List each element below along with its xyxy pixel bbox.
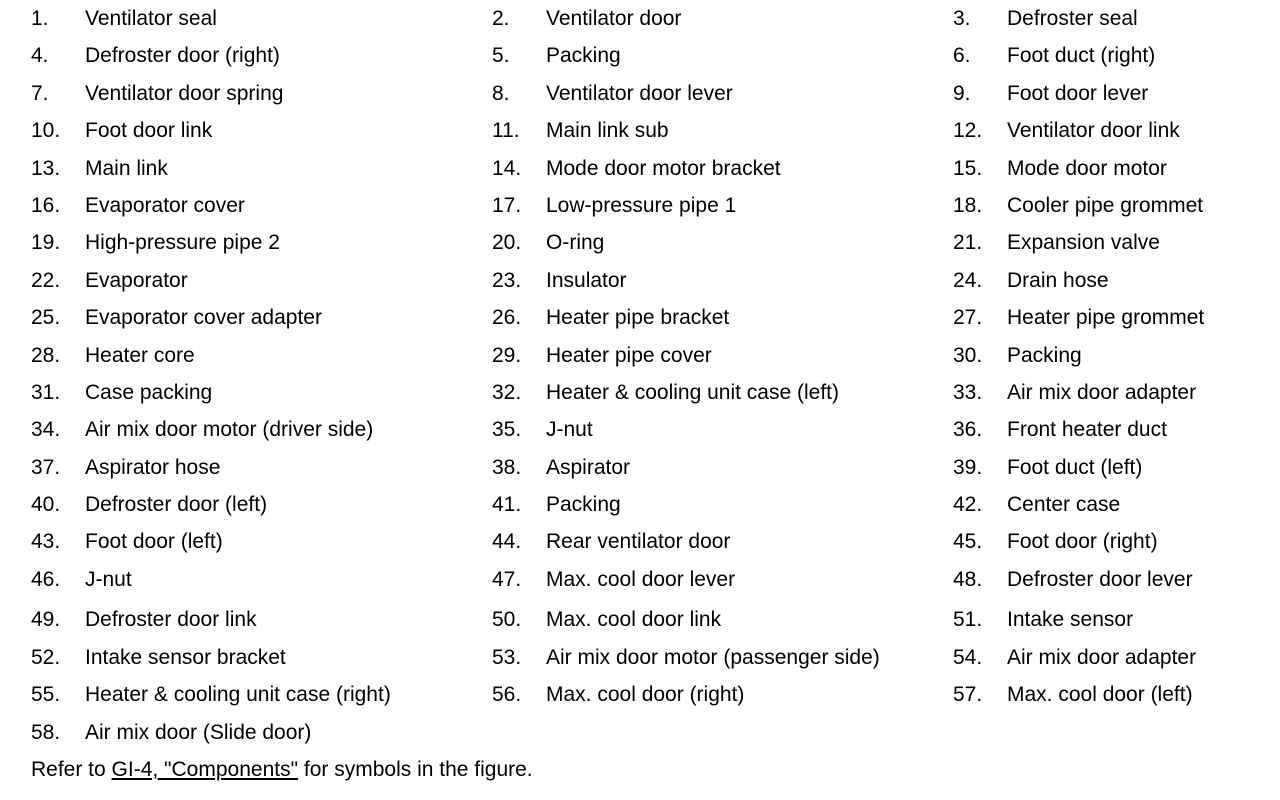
part-number: 10. <box>31 119 61 143</box>
parts-row <box>31 37 1271 74</box>
part-name: Center case <box>1007 493 1121 517</box>
part-name: Air mix door motor (passenger side) <box>546 645 880 669</box>
part-name: Foot door link <box>85 119 213 143</box>
part-name: Heater & cooling unit case (right) <box>85 683 391 707</box>
part-name: Main link <box>85 156 168 180</box>
parts-row <box>31 187 1271 224</box>
part-number: 12. <box>953 119 983 143</box>
part-name: Low-pressure pipe 1 <box>546 193 737 217</box>
part-name: Evaporator <box>85 268 188 292</box>
part-name: Max. cool door link <box>546 608 722 632</box>
part-number: 47. <box>492 567 522 591</box>
footer-prefix: Refer to <box>31 758 112 781</box>
part-name: Packing <box>546 44 621 68</box>
part-number: 41. <box>492 493 522 517</box>
part-number: 31. <box>31 380 61 404</box>
part-number: 5. <box>492 44 510 68</box>
part-number: 57. <box>953 683 983 707</box>
part-number: 11. <box>492 119 520 143</box>
parts-row <box>31 561 1271 602</box>
part-name: Heater pipe grommet <box>1007 306 1205 330</box>
part-number: 30. <box>953 343 983 367</box>
parts-row <box>31 337 1271 374</box>
part-name: Insulator <box>546 268 627 292</box>
parts-row <box>31 75 1271 112</box>
part-number: 51. <box>953 608 983 632</box>
part-number: 22. <box>31 268 61 292</box>
part-number: 15. <box>953 156 983 180</box>
parts-row <box>31 601 1271 638</box>
part-number: 56. <box>492 683 522 707</box>
part-number: 39. <box>953 455 983 479</box>
parts-row <box>31 411 1271 448</box>
footer-note <box>31 753 533 787</box>
part-name: Intake sensor <box>1007 608 1134 632</box>
part-name: Mode door motor bracket <box>546 156 781 180</box>
part-name: Defroster door lever <box>1007 567 1193 591</box>
part-number: 45. <box>953 530 983 554</box>
part-name: Defroster door (left) <box>85 493 268 517</box>
part-name: Max. cool door lever <box>546 567 736 591</box>
part-name: J-nut <box>85 567 132 591</box>
part-name: Air mix door (Slide door) <box>85 720 312 744</box>
part-name: Main link sub <box>546 119 669 143</box>
part-name: Heater pipe cover <box>546 343 712 367</box>
part-number: 26. <box>492 306 522 330</box>
part-name: High-pressure pipe 2 <box>85 231 280 255</box>
part-number: 23. <box>492 268 522 292</box>
part-number: 25. <box>31 306 61 330</box>
part-number: 3. <box>953 7 971 30</box>
parts-row <box>31 676 1271 713</box>
part-number: 48. <box>953 567 983 591</box>
parts-row <box>31 262 1271 299</box>
part-number: 32. <box>492 380 522 404</box>
part-number: 53. <box>492 645 522 669</box>
parts-list <box>31 0 1271 751</box>
part-name: Foot door (left) <box>85 530 223 554</box>
part-name: Ventilator door <box>546 7 682 30</box>
part-number: 44. <box>492 530 522 554</box>
parts-row <box>31 374 1271 411</box>
part-number: 17. <box>492 193 522 217</box>
part-number: 18. <box>953 193 983 217</box>
part-number: 52. <box>31 645 61 669</box>
part-name: Defroster door (right) <box>85 44 280 68</box>
part-number: 1. <box>31 7 49 30</box>
part-name: Foot duct (right) <box>1007 44 1156 68</box>
parts-row <box>31 486 1271 523</box>
part-name: Defroster seal <box>1007 7 1138 30</box>
part-name: Intake sensor bracket <box>85 645 286 669</box>
part-number: 36. <box>953 418 983 442</box>
part-number: 20. <box>492 231 522 255</box>
part-number: 50. <box>492 608 522 632</box>
part-name: Air mix door adapter <box>1007 645 1197 669</box>
parts-row <box>31 299 1271 336</box>
parts-row <box>31 224 1271 261</box>
part-name: Air mix door adapter <box>1007 380 1197 404</box>
part-name: Packing <box>546 493 621 517</box>
part-number: 35. <box>492 418 522 442</box>
part-name: Expansion valve <box>1007 231 1160 255</box>
part-name: Mode door motor <box>1007 156 1167 180</box>
part-number: 28. <box>31 343 61 367</box>
part-number: 14. <box>492 156 522 180</box>
part-name: Case packing <box>85 380 213 404</box>
part-name: Aspirator <box>546 455 631 479</box>
part-number: 55. <box>31 683 61 707</box>
part-number: 19. <box>31 231 61 255</box>
parts-row <box>31 112 1271 149</box>
part-name: Aspirator hose <box>85 455 221 479</box>
parts-row <box>31 449 1271 486</box>
part-name: Ventilator door link <box>1007 119 1180 143</box>
part-name: Ventilator seal <box>85 7 217 30</box>
part-name: Ventilator door lever <box>546 81 733 105</box>
part-name: Ventilator door spring <box>85 81 284 105</box>
part-number: 29. <box>492 343 522 367</box>
part-name: Defroster door link <box>85 608 257 632</box>
part-number: 40. <box>31 493 61 517</box>
part-name: Air mix door motor (driver side) <box>85 418 374 442</box>
part-number: 2. <box>492 7 510 30</box>
part-number: 54. <box>953 645 983 669</box>
part-name: Max. cool door (right) <box>546 683 745 707</box>
part-number: 24. <box>953 268 983 292</box>
part-name: Heater pipe bracket <box>546 306 730 330</box>
part-number: 43. <box>31 530 61 554</box>
part-name: Packing <box>1007 343 1082 367</box>
parts-row <box>31 639 1271 676</box>
part-name: Rear ventilator door <box>546 530 731 554</box>
parts-row <box>31 0 1271 37</box>
part-number: 46. <box>31 567 61 591</box>
parts-row <box>31 523 1271 560</box>
part-name: Cooler pipe grommet <box>1007 193 1204 217</box>
components-reference-link[interactable]: GI-4, "Components" <box>111 758 299 781</box>
footer-suffix: for symbols in the figure. <box>298 758 533 781</box>
part-name: Foot door (right) <box>1007 530 1158 554</box>
part-name: Evaporator cover adapter <box>85 306 322 330</box>
part-number: 38. <box>492 455 522 479</box>
part-name: Evaporator cover <box>85 193 245 217</box>
part-name: Heater core <box>85 343 195 367</box>
part-number: 37. <box>31 455 61 479</box>
part-number: 16. <box>31 193 61 217</box>
part-name: Front heater duct <box>1007 418 1167 442</box>
part-number: 13. <box>31 156 61 180</box>
part-number: 49. <box>31 608 61 632</box>
part-number: 58. <box>31 720 61 744</box>
part-name: Foot duct (left) <box>1007 455 1143 479</box>
part-number: 6. <box>953 44 971 68</box>
part-name: O-ring <box>546 231 605 255</box>
part-number: 8. <box>492 81 510 105</box>
part-number: 33. <box>953 380 983 404</box>
part-number: 27. <box>953 306 983 330</box>
part-number: 4. <box>31 44 49 68</box>
part-name: Drain hose <box>1007 268 1109 292</box>
parts-row <box>31 150 1271 187</box>
part-name: J-nut <box>546 418 593 442</box>
part-number: 42. <box>953 493 983 517</box>
part-name: Foot door lever <box>1007 81 1149 105</box>
part-number: 21. <box>953 231 983 255</box>
part-name: Heater & cooling unit case (left) <box>546 380 839 404</box>
part-number: 7. <box>31 81 49 105</box>
part-number: 34. <box>31 418 61 442</box>
parts-row <box>31 714 1271 751</box>
part-name: Max. cool door (left) <box>1007 683 1193 707</box>
part-number: 9. <box>953 81 971 105</box>
